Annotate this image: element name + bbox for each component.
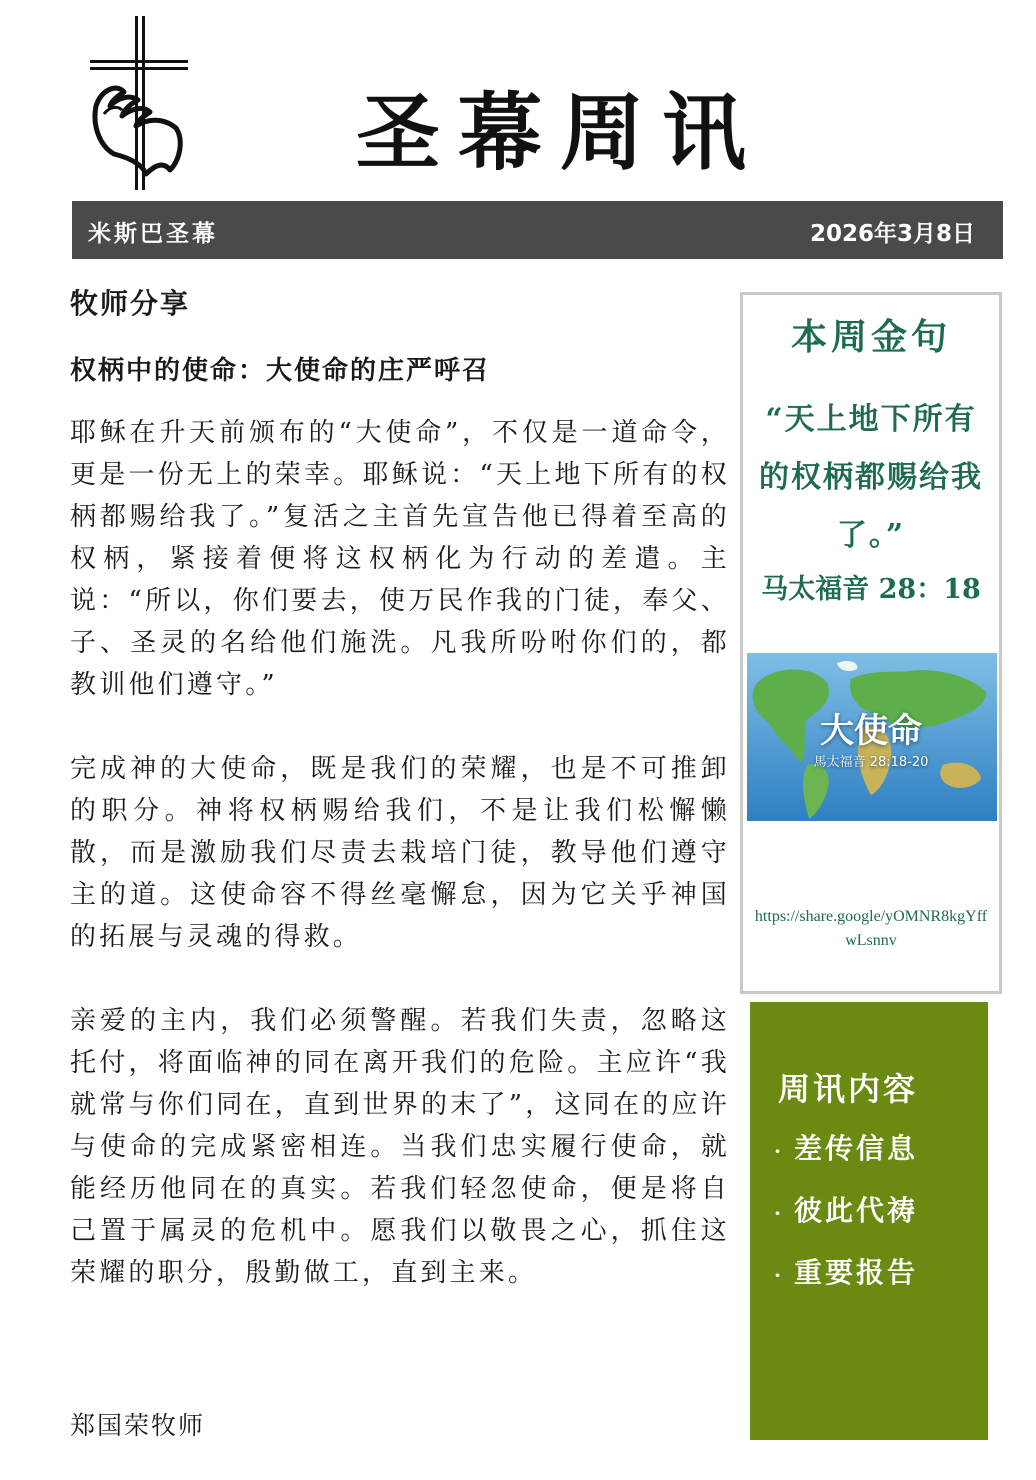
sermon-paragraph: 耶稣在升天前颁布的“大使命”，不仅是一道命令，更是一份无上的荣幸。耶稣说：“天上地下所有的权柄都赐给我了。”复活之主首先宣告他已得着至高的权柄，紧接着便将这权柄化为行动的差遣。主说：“所以，你们要去，使万民作我的门徒，奉父、子、圣灵的名给他们施洗。凡我所吩咐你们的，都教训他们遵守。” bbox=[70, 418, 730, 700]
contents-item-label: 彼此代祷 bbox=[793, 1194, 918, 1227]
contents-item bbox=[774, 1248, 918, 1310]
sermon-paragraph: 亲爱的主内，我们必须警醒。若我们失责，忽略这托付，将面临神的同在离开我们的危险。主应许“我就常与你们同在，直到世界的末了”，这同在的应许与使命的完成紧密相连。当我们忠实履行使命，就能经历他同在的真实。若我们轻忽使命，便是将自己置于属灵的危机中。愿我们以敬畏之心，抓住这荣耀的职分，殷勤做工，直到主来。 bbox=[70, 1006, 730, 1288]
contents-item bbox=[774, 1124, 918, 1186]
verse-reference: 马太福音 28：18 bbox=[761, 574, 981, 605]
contents-item-label: 重要报告 bbox=[793, 1256, 918, 1289]
contents-item-label: 差传信息 bbox=[793, 1132, 918, 1165]
header-banner bbox=[72, 201, 1003, 259]
cross-dove-logo-icon bbox=[84, 14, 194, 194]
newsletter-contents-box bbox=[750, 1002, 988, 1440]
contents-list bbox=[774, 1124, 918, 1310]
sermon-paragraph: 完成神的大使命，既是我们的荣耀，也是不可推卸的职分。神将权柄赐给我们，不是让我们松懈懒散，而是激励我们尽责去栽培门徒，教导他们遵守主的道。这使命容不得丝毫懈怠，因为它关乎神国的拓展与灵魂的得救。 bbox=[70, 754, 730, 952]
section-title: 牧师分享 bbox=[70, 287, 191, 320]
verse-text: “天上地下所有的权柄都赐给我了。” bbox=[759, 402, 983, 553]
map-title: 大使命 bbox=[820, 711, 922, 751]
map-subtitle: 馬太福音 28:18-20 bbox=[813, 755, 929, 770]
bullet-icon: · bbox=[774, 1139, 784, 1163]
bullet-icon: · bbox=[774, 1263, 784, 1287]
share-link[interactable]: https://share.google/yOMNR8kgYffwLsnnv bbox=[754, 908, 988, 949]
issue-date: 2026年3月8日 bbox=[809, 221, 975, 247]
newsletter-title: 圣幕周讯 bbox=[355, 83, 764, 182]
weekly-verse-box bbox=[740, 292, 1002, 994]
verse-heading: 本周金句 bbox=[790, 316, 951, 358]
contents-heading: 周讯内容 bbox=[778, 1070, 919, 1108]
church-name: 米斯巴圣幕 bbox=[88, 221, 218, 247]
bullet-icon: · bbox=[774, 1201, 784, 1225]
sermon-body bbox=[70, 412, 730, 1336]
sermon-title: 权柄中的使命：大使命的庄严呼召 bbox=[70, 356, 491, 386]
sermon-author: 郑国荣牧师 bbox=[70, 1411, 206, 1440]
contents-item bbox=[774, 1186, 918, 1248]
